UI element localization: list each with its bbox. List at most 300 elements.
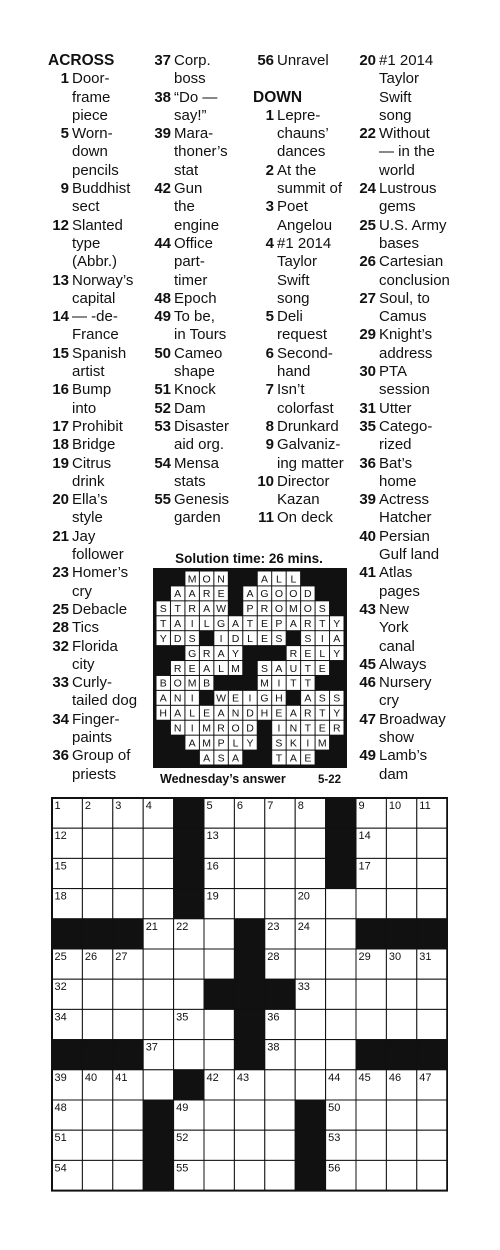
clue-text: Office part- timer bbox=[174, 234, 213, 289]
mini-letter: M bbox=[187, 573, 197, 586]
black-square bbox=[386, 919, 416, 949]
clue-number: 46 bbox=[359, 674, 376, 692]
cell-number: 5 bbox=[206, 800, 213, 812]
cell-number: 29 bbox=[358, 951, 371, 963]
mini-letter: E bbox=[275, 707, 283, 720]
clue-text: Persian Gulf land bbox=[379, 527, 440, 564]
black-square bbox=[326, 798, 356, 828]
cell-number: 32 bbox=[54, 981, 67, 994]
answer-cell[interactable] bbox=[326, 889, 356, 919]
mini-letter: H bbox=[275, 692, 283, 705]
clue-number: 41 bbox=[359, 564, 376, 582]
answer-cell[interactable] bbox=[265, 1160, 295, 1190]
across-clue-17 bbox=[48, 418, 148, 436]
clue-number: 49 bbox=[359, 747, 376, 765]
answer-cell[interactable] bbox=[326, 979, 356, 1009]
answer-cell[interactable] bbox=[143, 949, 173, 979]
clue-number: 38 bbox=[154, 88, 171, 106]
cell-number: 21 bbox=[145, 920, 158, 933]
mini-letter: O bbox=[202, 573, 211, 586]
cell-number: 47 bbox=[419, 1071, 432, 1084]
mini-letter: E bbox=[203, 707, 211, 720]
mini-letter: A bbox=[217, 647, 225, 660]
clue-text: “Do — say!” bbox=[174, 88, 218, 124]
answer-cell[interactable] bbox=[82, 889, 112, 919]
mini-letter: T bbox=[290, 677, 297, 690]
answer-cell[interactable] bbox=[82, 979, 112, 1009]
answer-cell[interactable] bbox=[82, 828, 112, 858]
previous-answer-svg bbox=[153, 568, 347, 768]
cell-number: 6 bbox=[236, 800, 244, 812]
clue-text: Genesis garden bbox=[174, 491, 230, 527]
answer-cell[interactable] bbox=[143, 828, 173, 858]
answer-cell[interactable] bbox=[356, 979, 386, 1009]
mini-letter: A bbox=[203, 603, 211, 616]
answer-cell[interactable] bbox=[234, 828, 264, 858]
mini-letter: Y bbox=[246, 737, 254, 750]
mini-letter: E bbox=[304, 647, 312, 660]
answer-cell[interactable] bbox=[113, 889, 143, 919]
down-clue-29 bbox=[355, 326, 455, 363]
crossword-svg[interactable] bbox=[51, 797, 448, 1192]
clue-number: 56 bbox=[257, 52, 274, 69]
answer-cell[interactable] bbox=[356, 1130, 386, 1160]
clue-number: 4 bbox=[265, 234, 274, 252]
clue-number: 5 bbox=[265, 308, 274, 326]
answer-cell[interactable] bbox=[386, 1160, 416, 1190]
mini-letter: T bbox=[319, 618, 326, 631]
clue-text: Group of priests bbox=[72, 747, 131, 783]
answer-cell[interactable] bbox=[417, 858, 447, 888]
answer-cell[interactable] bbox=[204, 919, 234, 949]
down-clue-35 bbox=[355, 418, 455, 455]
across-clue-16 bbox=[48, 381, 148, 418]
clue-number: 1 bbox=[265, 106, 274, 124]
answer-cell[interactable] bbox=[143, 979, 173, 1009]
across-clue-15 bbox=[48, 345, 148, 382]
across-clue-33 bbox=[48, 674, 148, 711]
mini-letter: G bbox=[188, 647, 197, 660]
clue-number: 16 bbox=[52, 381, 69, 399]
across-clue-5 bbox=[48, 125, 148, 180]
clue-text: Nursery cry bbox=[379, 674, 432, 710]
previous-answer-date: 5-22 bbox=[318, 774, 342, 786]
black-square bbox=[386, 1040, 416, 1070]
down-clue-26 bbox=[355, 253, 455, 290]
down-clue-6 bbox=[253, 345, 353, 382]
across-clue-28 bbox=[48, 619, 148, 637]
answer-cell[interactable] bbox=[326, 949, 356, 979]
mini-letter: L bbox=[290, 573, 297, 586]
answer-cell[interactable] bbox=[417, 1100, 447, 1130]
previous-answer-caption: Wednesday’s answer bbox=[160, 772, 286, 786]
answer-cell[interactable] bbox=[143, 1009, 173, 1039]
across-clue-48 bbox=[150, 290, 250, 308]
answer-cell[interactable] bbox=[204, 1100, 234, 1130]
down-clue-49 bbox=[355, 747, 455, 784]
answer-cell[interactable] bbox=[113, 979, 143, 1009]
answer-cell[interactable] bbox=[326, 1040, 356, 1070]
mini-letter: S bbox=[304, 632, 312, 645]
answer-cell[interactable] bbox=[113, 1100, 143, 1130]
clue-text: Bump into bbox=[72, 381, 112, 417]
cell-number: 52 bbox=[176, 1132, 189, 1145]
clue-number: 5 bbox=[60, 125, 69, 143]
across-clue-53 bbox=[150, 418, 250, 455]
answer-cell[interactable] bbox=[204, 949, 234, 979]
cell-number: 31 bbox=[419, 951, 432, 963]
answer-cell[interactable] bbox=[234, 1160, 264, 1190]
across-clue-20 bbox=[48, 491, 148, 528]
across-header: ACROSS bbox=[48, 52, 115, 69]
mini-letter: Y bbox=[333, 647, 341, 660]
cell-number: 16 bbox=[206, 860, 219, 873]
mini-letter: L bbox=[218, 662, 224, 675]
mini-letter: A bbox=[289, 752, 297, 765]
answer-cell[interactable] bbox=[204, 1160, 234, 1190]
mini-letter: M bbox=[317, 737, 327, 750]
mini-letter: O bbox=[231, 722, 240, 735]
clue-number: 12 bbox=[52, 216, 69, 234]
mini-letter: A bbox=[260, 573, 268, 586]
mini-letter: M bbox=[289, 603, 298, 616]
cell-number: 3 bbox=[115, 800, 122, 812]
black-square bbox=[204, 979, 234, 1009]
cell-number: 10 bbox=[388, 800, 402, 812]
mini-letter: T bbox=[304, 662, 312, 675]
cell-number: 34 bbox=[54, 1011, 67, 1024]
mini-letter: E bbox=[232, 692, 240, 705]
mini-letter: A bbox=[289, 618, 297, 631]
black-square bbox=[174, 828, 204, 858]
mini-letter: P bbox=[217, 737, 225, 750]
answer-cell[interactable] bbox=[295, 828, 325, 858]
mini-letter: T bbox=[174, 603, 181, 616]
clue-text: Unravel bbox=[277, 52, 329, 69]
clue-number: 49 bbox=[154, 308, 171, 326]
across-clue-19 bbox=[48, 455, 148, 492]
mini-letter: S bbox=[188, 632, 196, 645]
answer-cell[interactable] bbox=[82, 1009, 112, 1039]
mini-letter: E bbox=[260, 632, 268, 645]
answer-cell[interactable] bbox=[356, 889, 386, 919]
clue-text: Epoch bbox=[174, 289, 217, 307]
answer-cell[interactable] bbox=[386, 979, 416, 1009]
cell-number: 20 bbox=[297, 890, 310, 903]
black-square bbox=[295, 1100, 325, 1130]
answer-cell[interactable] bbox=[113, 1130, 143, 1160]
answer-cell[interactable] bbox=[82, 1160, 112, 1190]
clue-number: 42 bbox=[154, 180, 171, 198]
down-clue-1 bbox=[253, 107, 353, 162]
answer-cell[interactable] bbox=[82, 1130, 112, 1160]
clue-text: Tics bbox=[72, 619, 99, 637]
across-clue-51 bbox=[150, 381, 250, 399]
clue-number: 9 bbox=[265, 436, 274, 454]
mini-letter: S bbox=[333, 692, 341, 705]
cell-number: 11 bbox=[419, 800, 431, 812]
mini-letter: T bbox=[160, 618, 167, 631]
mini-letter: I bbox=[277, 677, 281, 690]
answer-cell[interactable] bbox=[417, 828, 447, 858]
clue-text: Prohibit bbox=[72, 417, 123, 435]
clue-text: #1 2014 Taylor Swift song bbox=[277, 234, 332, 307]
cell-number: 30 bbox=[388, 951, 402, 963]
cell-number: 9 bbox=[358, 800, 365, 812]
mini-letter: R bbox=[202, 647, 211, 660]
clue-text: Dam bbox=[174, 399, 206, 417]
down-clue-36 bbox=[355, 455, 455, 492]
clue-text: Mara- thoner’s stat bbox=[174, 125, 228, 179]
clue-number: 30 bbox=[359, 363, 376, 381]
answer-cell[interactable] bbox=[417, 1160, 447, 1190]
down-clue-47 bbox=[355, 711, 455, 748]
mini-letter: E bbox=[318, 722, 326, 735]
cell-number: 39 bbox=[54, 1071, 67, 1084]
answer-cell[interactable] bbox=[295, 1009, 325, 1039]
answer-cell[interactable] bbox=[295, 858, 325, 888]
clue-number: 15 bbox=[52, 344, 69, 362]
crossword-grid[interactable] bbox=[51, 797, 448, 1197]
clue-number: 13 bbox=[52, 271, 69, 289]
black-square bbox=[113, 1040, 143, 1070]
answer-cell[interactable] bbox=[204, 1009, 234, 1039]
down-clue-22 bbox=[355, 125, 455, 180]
mini-letter: I bbox=[190, 722, 194, 735]
down-header: DOWN bbox=[253, 88, 303, 106]
mini-letter: R bbox=[304, 618, 312, 631]
mini-letter: A bbox=[159, 692, 167, 705]
black-square bbox=[234, 1009, 264, 1039]
black-square bbox=[174, 798, 204, 828]
mini-letter: T bbox=[304, 677, 312, 690]
mini-letter: W bbox=[216, 603, 227, 616]
mini-letter: L bbox=[232, 737, 239, 750]
cell-number: 17 bbox=[358, 860, 371, 873]
cell-number: 56 bbox=[328, 1162, 341, 1175]
cell-number: 38 bbox=[267, 1041, 280, 1054]
answer-cell[interactable] bbox=[295, 1040, 325, 1070]
answer-cell[interactable] bbox=[113, 858, 143, 888]
clue-number: 55 bbox=[154, 491, 171, 509]
mini-letter: R bbox=[304, 707, 312, 720]
clue-text: Gun the engine bbox=[174, 180, 220, 234]
answer-cell[interactable] bbox=[386, 858, 416, 888]
clue-number: 44 bbox=[154, 234, 171, 252]
clue-number: 52 bbox=[154, 399, 171, 417]
black-square bbox=[356, 919, 386, 949]
answer-cell[interactable] bbox=[204, 1040, 234, 1070]
down-clue-20 bbox=[355, 52, 455, 125]
cell-number: 33 bbox=[297, 981, 310, 994]
clue-text: Disaster aid org. bbox=[174, 417, 230, 454]
mini-letter: Y bbox=[232, 647, 240, 660]
down-clue-2 bbox=[253, 162, 353, 199]
answer-cell[interactable] bbox=[265, 1100, 295, 1130]
mini-letter: N bbox=[173, 692, 182, 705]
clue-number: 39 bbox=[359, 491, 376, 509]
mini-letter: E bbox=[188, 662, 196, 675]
mini-letter: A bbox=[174, 707, 182, 720]
answer-cell[interactable] bbox=[417, 889, 447, 919]
across-clue-52 bbox=[150, 400, 250, 418]
answer-cell[interactable] bbox=[113, 1160, 143, 1190]
mini-letter: I bbox=[306, 737, 310, 750]
cell-number: 43 bbox=[236, 1071, 250, 1084]
answer-cell[interactable] bbox=[204, 1130, 234, 1160]
mini-letter: U bbox=[289, 662, 298, 675]
clue-text: PTA session bbox=[379, 363, 430, 399]
answer-cell[interactable] bbox=[234, 858, 264, 888]
across-clue-12 bbox=[48, 217, 148, 272]
across-clue-13 bbox=[48, 272, 148, 309]
mini-letter: E bbox=[304, 752, 312, 765]
mini-letter: A bbox=[275, 662, 283, 675]
answer-cell[interactable] bbox=[143, 858, 173, 888]
cell-number: 8 bbox=[297, 800, 304, 812]
clue-column-4 bbox=[355, 52, 455, 784]
clue-text: Catego- rized bbox=[379, 417, 433, 454]
black-square bbox=[326, 858, 356, 888]
mini-letter: O bbox=[289, 588, 298, 601]
answer-cell[interactable] bbox=[326, 919, 356, 949]
cell-number: 28 bbox=[267, 951, 280, 963]
black-square bbox=[295, 1130, 325, 1160]
answer-cell[interactable] bbox=[417, 979, 447, 1009]
black-square bbox=[234, 949, 264, 979]
down-clue-30 bbox=[355, 363, 455, 400]
answer-cell[interactable] bbox=[265, 858, 295, 888]
mini-letter: A bbox=[174, 588, 182, 601]
answer-cell[interactable] bbox=[265, 828, 295, 858]
answer-cell[interactable] bbox=[386, 889, 416, 919]
clue-number: 19 bbox=[52, 454, 69, 472]
clue-text: Actress Hatcher bbox=[379, 491, 432, 527]
down-clue-40 bbox=[355, 528, 455, 565]
clue-number: 23 bbox=[52, 564, 69, 582]
clue-number: 34 bbox=[52, 710, 69, 728]
cell-number: 54 bbox=[54, 1162, 67, 1175]
clue-text: Door- frame piece bbox=[72, 70, 111, 124]
clue-text: #1 2014 Taylor Swift song bbox=[379, 52, 434, 124]
black-square bbox=[234, 1040, 264, 1070]
mini-letter: M bbox=[231, 662, 240, 675]
cell-number: 27 bbox=[115, 951, 128, 963]
answer-cell[interactable] bbox=[356, 1160, 386, 1190]
cell-number: 19 bbox=[206, 890, 219, 903]
answer-cell[interactable] bbox=[295, 1070, 325, 1100]
mini-letter: A bbox=[188, 737, 196, 750]
answer-cell[interactable] bbox=[234, 889, 264, 919]
black-square bbox=[417, 919, 447, 949]
across-clue-18 bbox=[48, 436, 148, 454]
answer-cell[interactable] bbox=[113, 828, 143, 858]
mini-letter: S bbox=[217, 752, 225, 765]
clue-number: 24 bbox=[359, 180, 376, 198]
answer-cell[interactable] bbox=[113, 1009, 143, 1039]
answer-cell[interactable] bbox=[356, 1009, 386, 1039]
mini-letter: S bbox=[260, 662, 268, 675]
mini-letter: B bbox=[159, 677, 167, 690]
clue-number: 53 bbox=[154, 417, 171, 435]
black-square bbox=[143, 1130, 173, 1160]
clue-number: 11 bbox=[258, 509, 274, 527]
mini-letter: R bbox=[217, 722, 225, 735]
clue-text: Isn’t colorfast bbox=[277, 381, 334, 417]
clue-number: 39 bbox=[154, 125, 171, 143]
mini-letter: N bbox=[217, 573, 225, 586]
clue-number: 47 bbox=[359, 710, 376, 728]
mini-letter: G bbox=[260, 692, 269, 705]
clue-text: Galvaniz- ing matter bbox=[277, 436, 344, 472]
black-square bbox=[82, 919, 112, 949]
across-clue-39 bbox=[150, 125, 250, 180]
clue-text: Finger- paints bbox=[72, 710, 120, 746]
mini-letter: A bbox=[217, 707, 225, 720]
clue-text: Mensa stats bbox=[174, 454, 220, 490]
answer-cell[interactable] bbox=[295, 949, 325, 979]
answer-cell[interactable] bbox=[386, 1100, 416, 1130]
black-square bbox=[143, 1160, 173, 1190]
mini-letter: T bbox=[246, 618, 254, 631]
answer-cell[interactable] bbox=[143, 1070, 173, 1100]
answer-cell[interactable] bbox=[265, 889, 295, 919]
clue-text: Debacle bbox=[72, 600, 128, 618]
answer-cell[interactable] bbox=[386, 1130, 416, 1160]
clue-number: 31 bbox=[359, 399, 376, 417]
mini-letter: R bbox=[173, 662, 182, 675]
answer-cell[interactable] bbox=[326, 1009, 356, 1039]
down-clue-9 bbox=[253, 436, 353, 473]
cell-number: 40 bbox=[84, 1071, 98, 1084]
clue-text: — -de- France bbox=[72, 308, 119, 344]
clue-number: 10 bbox=[257, 472, 274, 490]
clue-number: 1 bbox=[60, 70, 69, 88]
cell-number: 36 bbox=[267, 1011, 280, 1024]
mini-letter: R bbox=[332, 722, 341, 735]
clue-text: To be, in Tours bbox=[174, 308, 227, 344]
answer-cell[interactable] bbox=[265, 1070, 295, 1100]
cell-number: 37 bbox=[145, 1041, 158, 1054]
mini-letter: I bbox=[248, 692, 252, 705]
answer-cell[interactable] bbox=[386, 828, 416, 858]
answer-cell[interactable] bbox=[265, 1130, 295, 1160]
answer-cell[interactable] bbox=[417, 1009, 447, 1039]
mini-letter: H bbox=[159, 707, 168, 720]
answer-cell[interactable] bbox=[143, 889, 173, 919]
answer-cell[interactable] bbox=[234, 1130, 264, 1160]
answer-cell[interactable] bbox=[417, 1130, 447, 1160]
answer-cell[interactable] bbox=[174, 949, 204, 979]
answer-cell[interactable] bbox=[386, 1009, 416, 1039]
cell-number: 41 bbox=[115, 1071, 128, 1084]
answer-cell[interactable] bbox=[82, 1100, 112, 1130]
clue-number: 2 bbox=[265, 161, 274, 179]
clue-text: Broadway show bbox=[379, 710, 446, 746]
clue-number: 33 bbox=[52, 674, 69, 692]
mini-letter: A bbox=[232, 618, 240, 631]
answer-cell[interactable] bbox=[356, 1100, 386, 1130]
clue-text: Curly- tailed dog bbox=[72, 674, 138, 710]
answer-cell[interactable] bbox=[234, 1100, 264, 1130]
answer-cell[interactable] bbox=[174, 1040, 204, 1070]
down-clue-11 bbox=[253, 509, 353, 527]
black-square bbox=[234, 919, 264, 949]
clue-number: 14 bbox=[52, 308, 69, 326]
answer-cell[interactable] bbox=[82, 858, 112, 888]
across-clue-37 bbox=[150, 52, 250, 89]
answer-cell[interactable] bbox=[174, 979, 204, 1009]
